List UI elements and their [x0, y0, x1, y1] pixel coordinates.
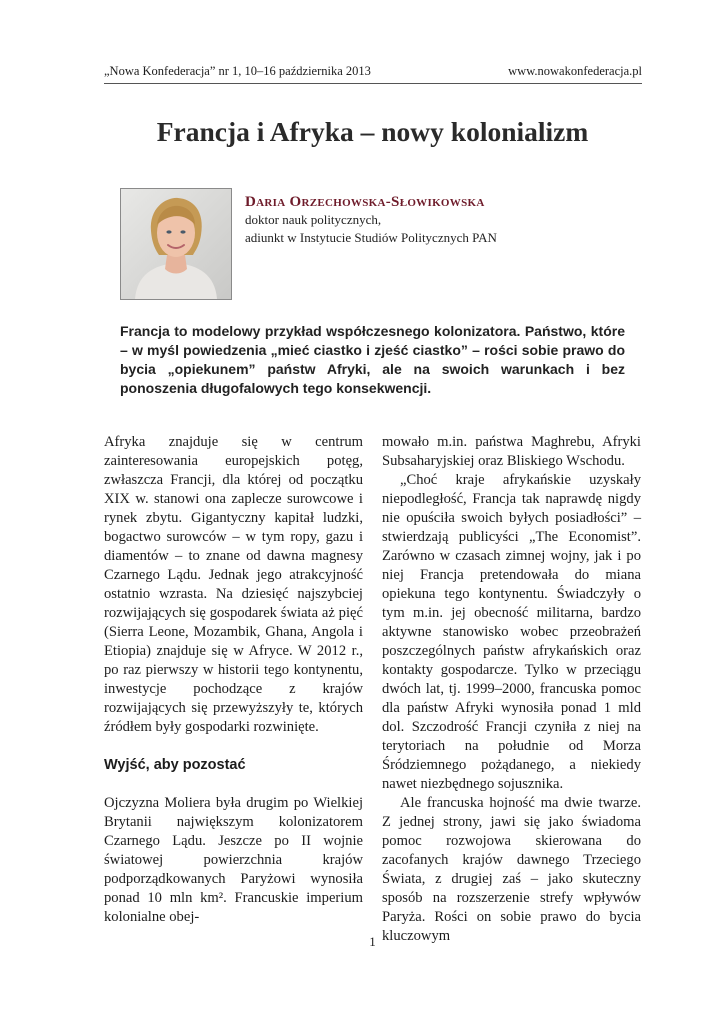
right-column [382, 433, 641, 946]
body-paragraph: „Choć kraje afrykańskie uzyskały niepodległość, Francja tak naprawdę nigdy nie opuściła swoich byłych posiadłości” – stwierdzają publicyści „The Economist”. Zarówno w czasach zimnej wojny, jak i po niej Francja pretendowała do miana opiekuna tego kontynentu. Świadczyły o tym m.in. jej obecność militarna, bardzo aktywne stanowisko wobec przeobrażeń poszczególnych państw afrykańskich oraz kontakty gospodarcze. Tylko w przeciągu dwóch lat, tj. 1999–2000, francuska pomoc dla państw Afryki wynosiła ponad 1 mld dol. Szczodrość Francji czyniła z niej na terytoriach na południe od Morza Śródziemnego pożądanego, a niekiedy nawet niezbędnego sojusznika. [382, 472, 641, 792]
left-column [104, 433, 363, 927]
header-divider [104, 83, 642, 84]
portrait-image [121, 189, 231, 299]
paragraph-spacer [104, 737, 363, 756]
section-subheading: Wyjść, aby pozostać [104, 757, 246, 773]
header-publication: „Nowa Konfederacja” nr 1, 10–16 października 2013 [104, 64, 371, 78]
author-name: Daria Orzechowska-Słowikowska [245, 194, 485, 210]
paragraph-spacer [104, 775, 363, 794]
article-title: Francja i Afryka – nowy kolonializm [156, 116, 589, 147]
header-website[interactable]: www.nowakonfederacja.pl [508, 64, 642, 78]
body-paragraph: mowało m.in. państwa Maghrebu, Afryki Subsaharyjskiej oraz Bliskiego Wschodu. [382, 434, 641, 469]
running-header [104, 64, 642, 82]
author-affiliation: adiunkt w Instytucie Studiów Politycznych PAN [245, 230, 497, 245]
body-paragraph: Ojczyzna Moliera była drugim po Wielkiej Brytanii największym kolonizatorem Czarnego Lądu. Jeszcze po II wojnie światowej powierzchnia krajów podporządkowanych Paryżowi wynosiła ponad 10 mln km². Francuskie imperium kolonialne obej- [104, 795, 363, 925]
page-number: 1 [369, 934, 376, 949]
author-block [245, 194, 645, 247]
body-paragraph: Afryka znajduje się w centrum zainteresowania europejskich potęg, zwłaszcza Francji, dla której od początku XIX w. stanowi ona zaplecze surowcowe i rynek zbytu. Gigantyczny kapitał ludzki, bogactwo surowców – w tym ropy, gazu i diamentów – to znane od dawna magnesy Czarnego Lądu. Jednak jego atrakcyjność ostatnio wzrasta. Na dziesięć najszybciej rozwijających się gospodarek świata aż pięć (Sierra Leone, Mozambik, Ghana, Angola i Etiopia) znajduje się w Afryce. W 2012 r., po raz pierwszy w historii tego kontynentu, inwestycje pochodzące z krajów rozwijających się przewyższyły te, których źródłem były gospodarki rozwinięte. [104, 434, 363, 735]
lead-paragraph: Francja to modelowy przykład współczesnego kolonizatora. Państwo, które – w myśl powiedzenia „mieć ciastko i zjeść ciastko” – rości sobie prawo do bycia „opiekunem” państw Afryki, ale na swoich warunkach i bez ponoszenia długofalowych tego konsekwencji. [120, 323, 625, 396]
author-photo [120, 188, 232, 300]
author-degree: doktor nauk politycznych, [245, 212, 382, 227]
body-paragraph: Ale francuska hojność ma dwie twarze. Z jednej strony, jawi się jako świadoma pomoc rozwojowa skierowana do zacofanych krajów dawnego Trzeciego Świata, z drugiej zaś – jako skuteczny sposób na rozszerzenie strefy wpływów Paryża. Rości on sobie prawo do bycia kluczowym [382, 795, 641, 944]
article-lead [120, 322, 625, 398]
